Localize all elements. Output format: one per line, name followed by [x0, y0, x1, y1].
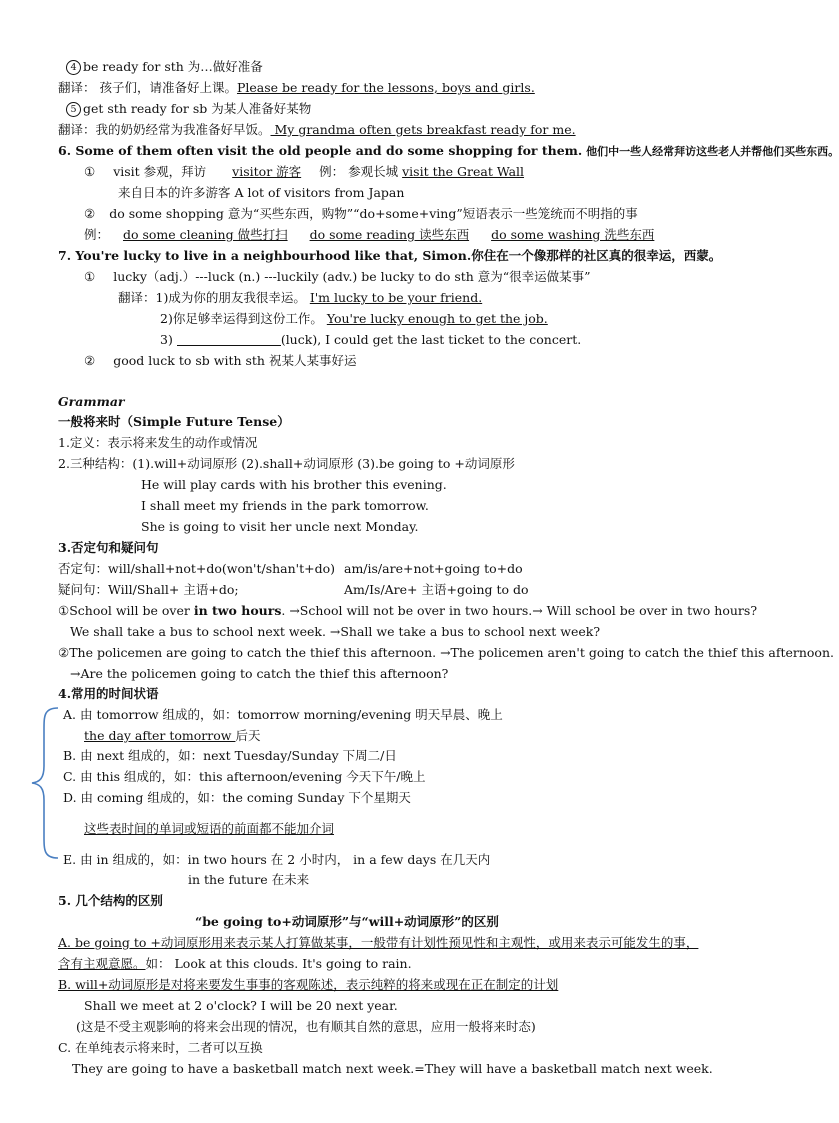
translation-answer: My grandma often gets breakfast ready for me. [270, 122, 576, 137]
point-b-note: (这是不受主观影响的将来会出现的情况，也有顺其自然的意思，应用一般将来时态) [76, 1019, 536, 1034]
example-text: 来自日本的许多游客 A lot of visitors from Japan [118, 185, 405, 200]
point-text: visit 参观，拜访 [113, 164, 207, 179]
adverbial-d: D. 由 coming 组成的，如：the coming Sunday 下个星期天 [63, 790, 411, 805]
example-part: ①School will be over [58, 603, 194, 618]
translation-line-2 [58, 121, 576, 139]
point-good-luck [84, 352, 356, 370]
structure-difference-heading: 5. 几个结构的区别 [58, 893, 163, 908]
sentence-chinese: 他们中一些人经常拜访这些老人并帮他们买些东西。 [582, 145, 839, 158]
transform-example-4: →Are the policemen going to catch the thief this afternoon? [70, 666, 449, 681]
example-1: do some cleaning 做些打扫 [122, 227, 288, 242]
blank-sentence: (luck), I could get the last ticket to the concert. [280, 332, 582, 347]
translation-prompt: 2)你足够幸运得到这份工作。 [160, 311, 327, 326]
point-a-example: 如： Look at this clouds. It's going to rain. [145, 956, 412, 971]
answer-blank [177, 333, 281, 346]
negative-question-heading: 3.否定句和疑问句 [58, 540, 159, 555]
tense-title: 一般将来时（Simple Future Tense） [58, 414, 290, 429]
structure-example-3: She is going to visit her uncle next Monday. [141, 519, 419, 534]
point-text: good luck to sb with sth 祝某人某事好运 [113, 353, 357, 368]
phrase-text: be ready for sth 为…做好准备 [83, 59, 263, 74]
sentence-english: 6. Some of them often visit the old people and do some shopping for them. [58, 143, 583, 158]
blank-number: 3) [160, 332, 177, 347]
example-label: 例： [84, 227, 113, 242]
structure-example-1: He will play cards with his brother this evening. [141, 477, 447, 492]
curly-brace-icon [30, 706, 60, 860]
adverbial-a: A. 由 tomorrow 组成的，如：tomorrow morning/evening 明天早晨、晚上 [63, 707, 503, 722]
translation-prompt: 翻译：我的奶奶经常为我准备好早饭。 [58, 122, 271, 137]
point-a-underlined: 含有主观意愿。 [58, 956, 146, 971]
transform-example-1 [58, 602, 757, 620]
example-answer: visit the Great Wall [402, 164, 525, 179]
transform-example-3: ②The policemen are going to catch the thief this afternoon. →The policemen aren't going to catch the thief this afternoon. [58, 645, 834, 660]
sentence-chinese: 你住在一个像那样的社区真的很幸运，西蒙。 [471, 248, 722, 263]
sentence-english: 7. You're lucky to live in a neighbourhood like that, Simon. [58, 248, 472, 263]
adverbial-underlined: the day after tomorrow [84, 728, 236, 743]
question-form: 疑问句：Will/Shall+ 主语+do; [58, 582, 239, 597]
question-form-going-to: Am/Is/Are+ 主语+going to do [344, 582, 529, 597]
point-text: do some shopping 意为“买些东西，购物”“do+some+ving”短语表示一些笼统而不明指的事 [109, 206, 638, 221]
negative-form-going-to: am/is/are+not+going to+do [344, 561, 523, 576]
point-b-example: Shall we meet at 2 o'clock? I will be 20 next year. [84, 998, 398, 1013]
definition-line: 1.定义：表示将来发生的动作或情况 [58, 435, 258, 450]
point-number: ② [84, 353, 96, 368]
lucky-translation-1 [118, 289, 482, 307]
point-number: ① [84, 164, 96, 179]
point-text: lucky（adj.）---luck (n.) ---luckily (adv.) be lucky to do sth 意为“很幸运做某事” [113, 269, 591, 284]
structure-example-2: I shall meet my friends in the park tomorrow. [141, 498, 429, 513]
point-b-line-1: B. will+动词原形是对将来要发生事事的客观陈述，表示纯粹的将来或现在正在制定的计划 [58, 977, 559, 992]
point-text-underlined: visitor 游客 [232, 164, 302, 179]
adverbial-c: C. 由 this 组成的，如：this afternoon/evening 今天下午/晚上 [63, 769, 426, 784]
point-a-line-2 [58, 955, 412, 973]
phrase-text: get sth ready for sb 为某人准备好某物 [83, 101, 312, 116]
adverbial-note: 这些表时间的单词或短语的前面都不能加介词 [84, 821, 335, 836]
adverbial-e: E. 由 in 组成的，如：in two hours 在 2 小时内， in a few days 在几天内 [63, 852, 491, 867]
example-part: . →School will not be over in two hours.→ Will school be over in two hours? [281, 603, 758, 618]
point-number: ① [84, 269, 96, 284]
translation-prompt: 翻译：1)成为你的朋友我很幸运。 [118, 290, 310, 305]
item-4-line [66, 58, 263, 76]
point-shopping [84, 205, 638, 223]
sentence-6 [58, 142, 839, 161]
point-lucky [84, 268, 591, 286]
structures-line: 2.三种结构：(1).will+动词原形 (2).shall+动词原形 (3).be going to +动词原形 [58, 456, 515, 471]
grammar-heading: Grammar [58, 394, 125, 409]
example-2: do some reading 读些东西 [309, 227, 470, 242]
lucky-fill-blank [160, 331, 581, 349]
negative-form: 否定句：will/shall+not+do(won't/shan't+do) [58, 561, 336, 576]
visitor-example [118, 184, 404, 202]
example-3: do some washing 洗些东西 [491, 227, 655, 242]
point-c-example: They are going to have a basketball match next week.=They will have a basketball match next week. [72, 1061, 713, 1076]
item-5-line [66, 100, 311, 118]
time-adverbial-heading: 4.常用的时间状语 [58, 686, 159, 701]
adverbial-e-2: in the future 在未来 [188, 872, 310, 887]
example-label: 例： 参观长城 [319, 164, 403, 179]
translation-answer: I'm lucky to be your friend. [309, 290, 483, 305]
comparison-title: “be going to+动词原形”与“will+动词原形”的区别 [195, 914, 499, 929]
translation-answer: You're lucky enough to get the job. [326, 311, 548, 326]
translation-line-1 [58, 79, 535, 97]
circled-number: 5 [66, 102, 81, 117]
adverbial-a-2 [84, 727, 260, 745]
transform-example-2: We shall take a bus to school next week. →Shall we take a bus to school next week? [70, 624, 601, 639]
circled-number: 4 [66, 60, 81, 75]
shopping-examples [84, 226, 654, 244]
point-a-line-1: A. be going to +动词原形用来表示某人打算做某事，一般带有计划性预见性和主观性，或用来表示可能发生的事， [58, 935, 699, 950]
example-bold: in two hours [193, 603, 282, 618]
adverbial-b: B. 由 next 组成的，如：next Tuesday/Sunday 下周二/日 [63, 748, 397, 763]
point-visit [84, 163, 524, 181]
translation-prompt: 翻译： 孩子们，请准备好上课。 [58, 80, 237, 95]
point-c-line: C. 在单纯表示将来时，二者可以互换 [58, 1040, 263, 1055]
point-number: ② [84, 206, 96, 221]
adverbial-meaning: 后天 [235, 728, 261, 743]
lucky-translation-2 [160, 310, 548, 328]
translation-answer: Please be ready for the lessons, boys and girls. [236, 80, 535, 95]
sentence-7 [58, 247, 721, 265]
